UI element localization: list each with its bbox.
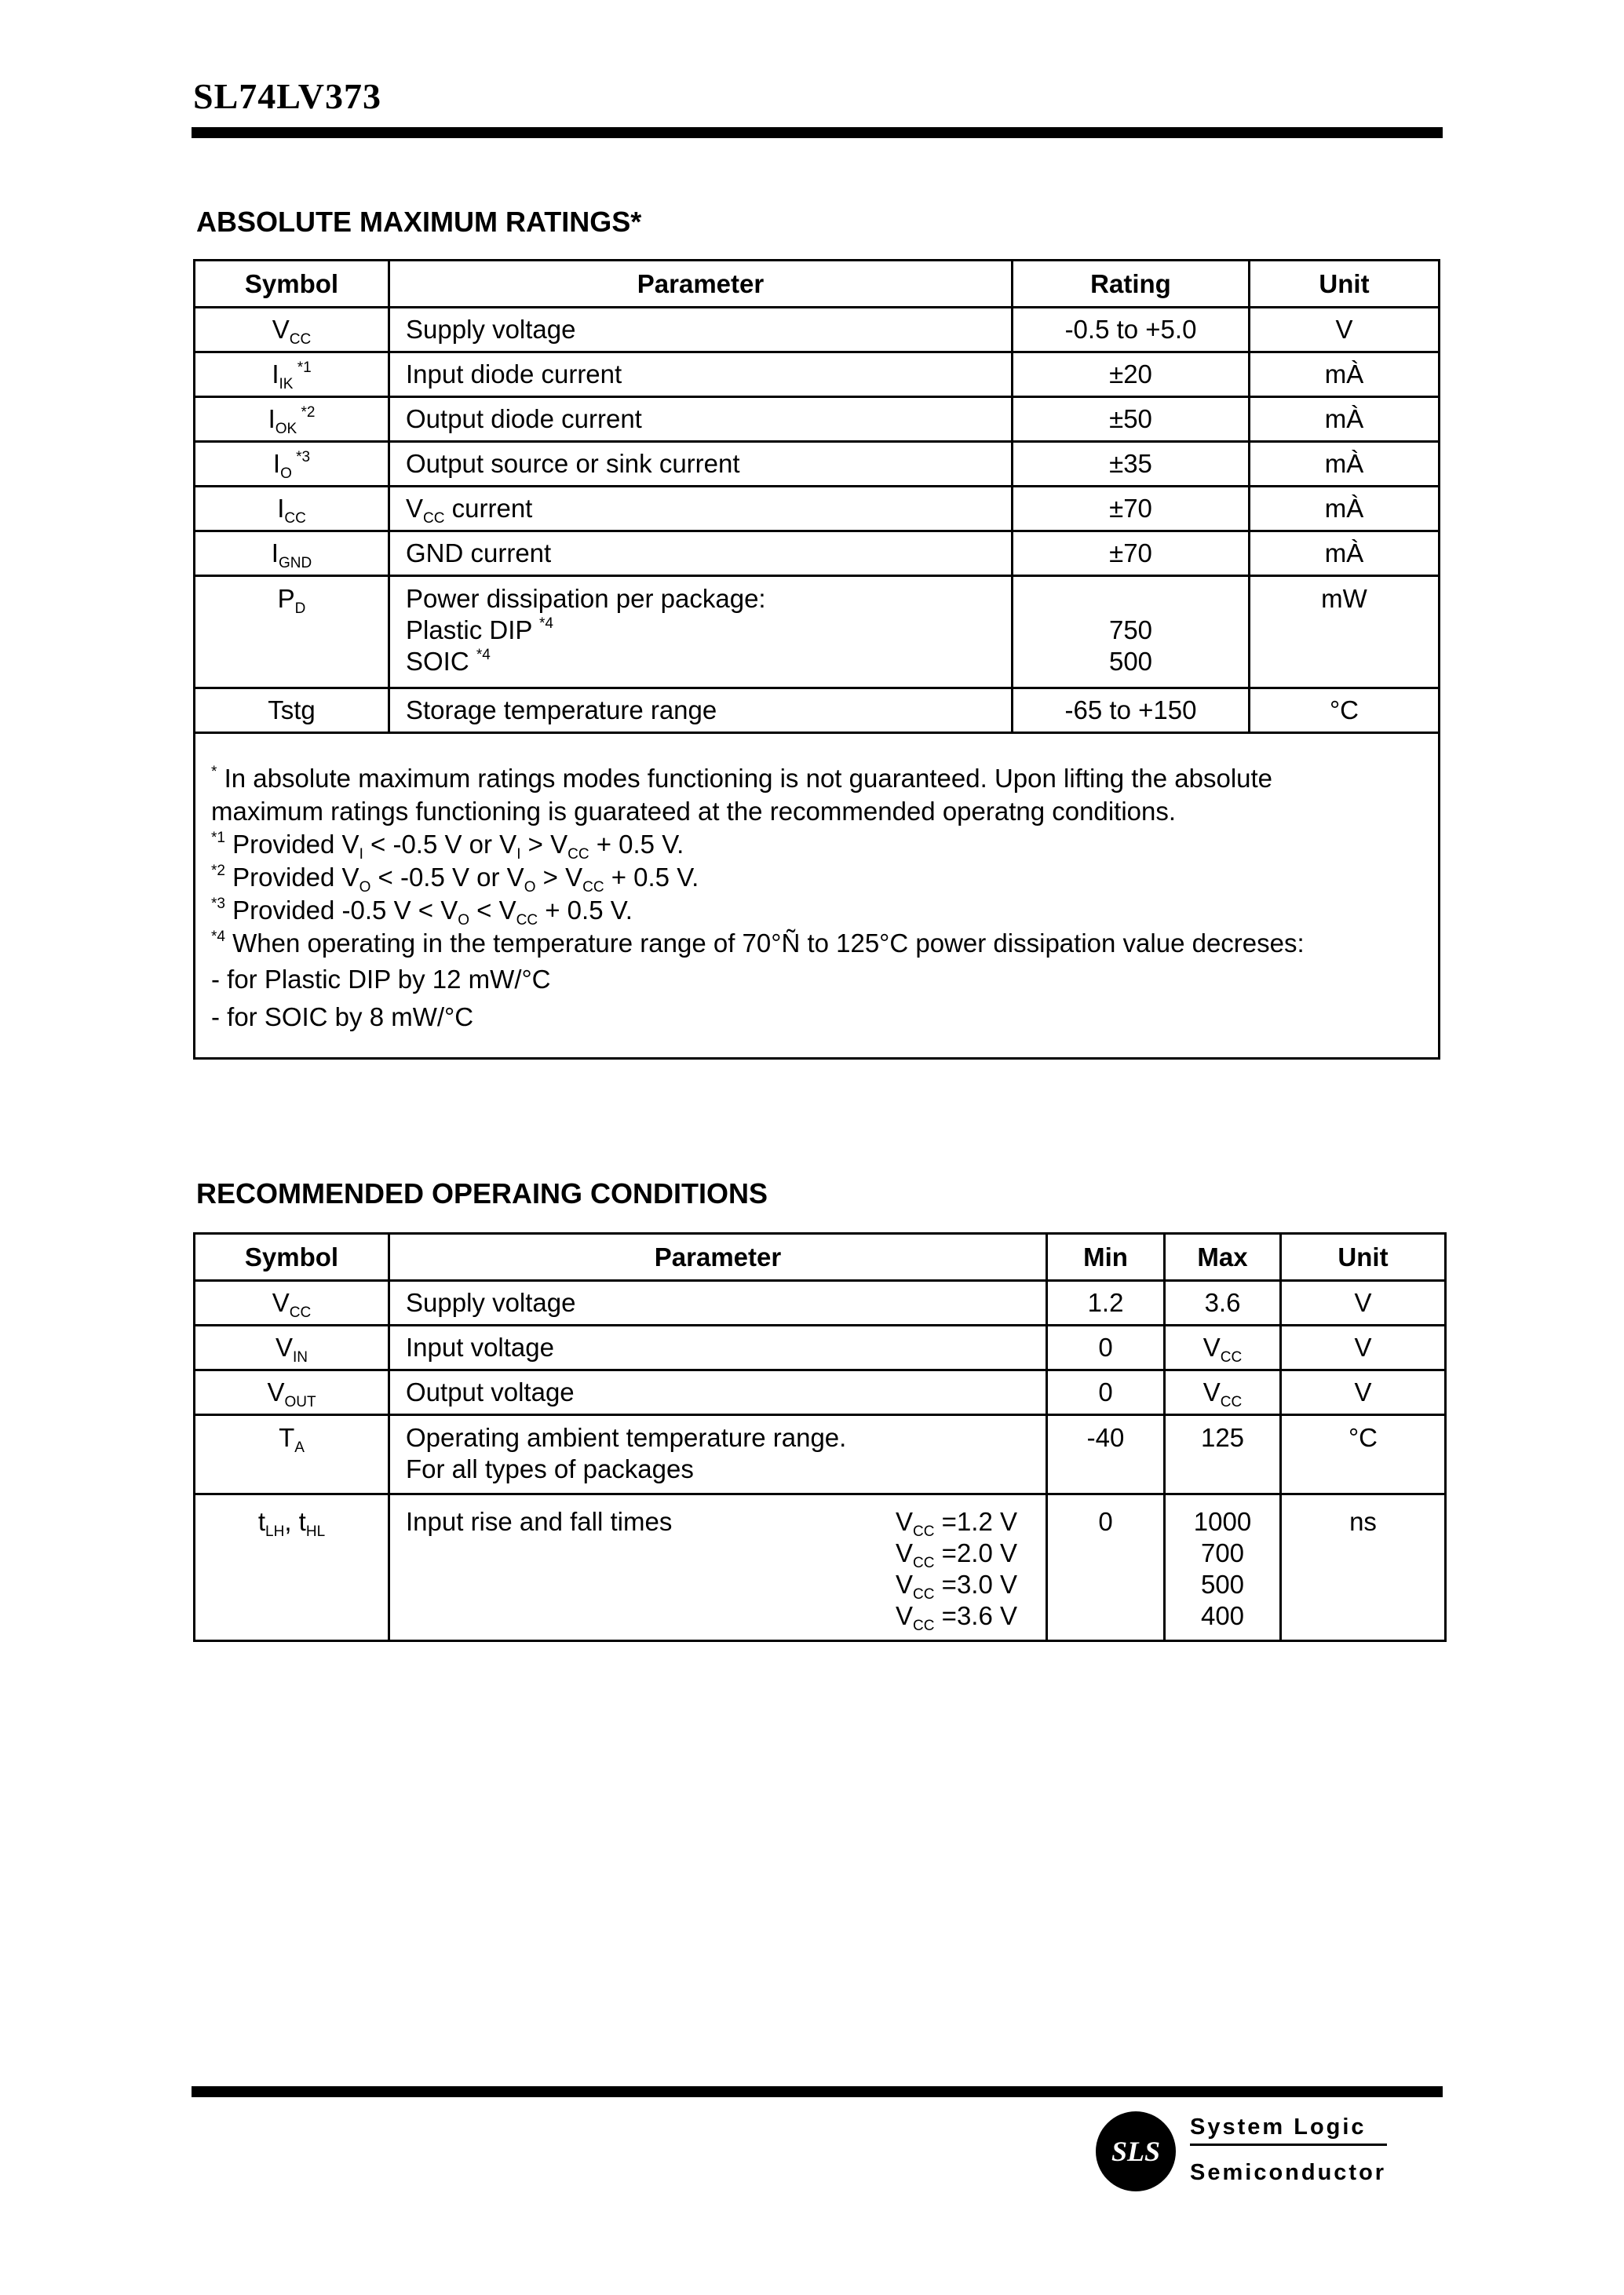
column-header: Min — [1047, 1234, 1165, 1281]
symbol-cell: $I_{IK}$ $^{*1}$ — [195, 352, 389, 397]
table-header-row — [195, 261, 1440, 308]
symbol-cell: $I_O$ $^{*3}$ — [195, 442, 389, 487]
column-header: Unit — [1281, 1234, 1446, 1281]
symbol-cell: $I_{CC}$ — [195, 487, 389, 531]
unit-cell: V — [1250, 308, 1440, 352]
rec-op-table — [193, 1232, 1447, 1642]
parameter-cell: Output source or sink current — [389, 442, 1013, 487]
rating-cell: ±35 — [1013, 442, 1250, 487]
unit-cell: V — [1281, 1326, 1446, 1370]
unit-cell: V — [1281, 1281, 1446, 1326]
min-cell: -40 — [1047, 1415, 1165, 1494]
symbol-cell: $t_{LH}$, $t_{HL}$ — [195, 1494, 389, 1641]
parameter-cell: Operating ambient temperature range. For all types of packages — [389, 1415, 1047, 1494]
unit-cell: mÀ — [1250, 487, 1440, 531]
parameter-cell: Output voltage — [389, 1370, 1047, 1415]
table-row — [195, 531, 1440, 576]
parameter-cell: Input rise and fall times $V_{CC} =1.2$ V $V_{CC} =2.0$ V $V_{CC} =3.0$ V $V_{CC} =3.6$ V — [389, 1494, 1047, 1641]
parameter-cell: Supply voltage — [389, 308, 1013, 352]
company-name-line2: Semiconductor — [1190, 2160, 1387, 2185]
rating-cell: ±70 — [1013, 487, 1250, 531]
symbol-cell: $I_{OK}$ $^{*2}$ — [195, 397, 389, 442]
page-title: SL74LV373 — [193, 76, 381, 116]
max-cell: 3.6 — [1165, 1281, 1281, 1326]
column-header: Symbol — [195, 261, 389, 308]
symbol-cell: Tstg — [195, 688, 389, 733]
symbol-cell: $V_{IN}$ — [195, 1326, 389, 1370]
max-cell: 125 — [1165, 1415, 1281, 1494]
symbol-cell: $T_A$ — [195, 1415, 389, 1494]
abs-max-title: ABSOLUTE MAXIMUM RATINGS* — [196, 206, 642, 238]
symbol-cell: $V_{OUT}$ — [195, 1370, 389, 1415]
table-row-power-dissipation — [195, 576, 1440, 688]
sls-logo: SLS — [1096, 2111, 1176, 2191]
unit-cell: mW — [1250, 576, 1440, 688]
unit-cell: mÀ — [1250, 442, 1440, 487]
column-header: Parameter — [389, 261, 1013, 308]
notes-cell: * In absolute maximum ratings modes functioning is not guaranteed. Upon lifting the absolute maximum ratings functioning is guarateed at the recommended operatng conditions. $^{*1}$ Provided $V_I < -0.5$ V or $V_I > V_{CC} + 0.5$ V. $^{*2}$ Provided $V_O < -0.5$ V or $V_O > V_{CC} + 0.5$ V. $^{*3}$ Provided -0.5 $V < V_O < V_{CC} + 0.5$ V. $^{*4}$ When operating in the temperature range of 70°Ñ to 125°C power dissipation value decreses: - for Plastic DIP by 12 mW/°C - for SOIC by 8 mW/°C — [195, 733, 1440, 1059]
unit-cell: mÀ — [1250, 352, 1440, 397]
min-cell: 0 — [1047, 1370, 1165, 1415]
parameter-cell: Storage temperature range — [389, 688, 1013, 733]
rating-cell: ±20 — [1013, 352, 1250, 397]
table-row — [195, 352, 1440, 397]
table-header-row — [195, 1234, 1446, 1281]
max-cell: $V_{CC}$ — [1165, 1370, 1281, 1415]
symbol-cell: $V_{CC}$ — [195, 308, 389, 352]
table-row — [195, 688, 1440, 733]
abs-max-table — [193, 259, 1440, 1060]
company-name-line1: System Logic — [1190, 2114, 1387, 2146]
rating-cell: 750 500 — [1013, 576, 1250, 688]
parameter-cell: $V_{CC}$ current — [389, 487, 1013, 531]
symbol-cell: $P_D$ — [195, 576, 389, 688]
unit-cell: ns — [1281, 1494, 1446, 1641]
rating-cell: ±50 — [1013, 397, 1250, 442]
footer-rule — [192, 2086, 1443, 2097]
min-cell: 0 — [1047, 1326, 1165, 1370]
notes-row — [195, 733, 1440, 1059]
rating-cell: -0.5 to +5.0 — [1013, 308, 1250, 352]
column-header: Symbol — [195, 1234, 389, 1281]
table-row — [195, 308, 1440, 352]
parameter-cell: Input diode current — [389, 352, 1013, 397]
unit-cell: mÀ — [1250, 397, 1440, 442]
parameter-cell: Power dissipation per package: Plastic DIP $^{*4}$ SOIC $^{*4}$ — [389, 576, 1013, 688]
parameter-cell: Output diode current — [389, 397, 1013, 442]
table-row — [195, 397, 1440, 442]
column-header: Parameter — [389, 1234, 1047, 1281]
table-row — [195, 442, 1440, 487]
header-rule — [192, 127, 1443, 138]
parameter-cell: Input voltage — [389, 1326, 1047, 1370]
unit-cell: mÀ — [1250, 531, 1440, 576]
table-row-ambient-temp — [195, 1415, 1446, 1494]
parameter-cell: GND current — [389, 531, 1013, 576]
unit-cell: °C — [1281, 1415, 1446, 1494]
symbol-cell: $V_{CC}$ — [195, 1281, 389, 1326]
table-row — [195, 1370, 1446, 1415]
unit-cell: V — [1281, 1370, 1446, 1415]
column-header: Rating — [1013, 261, 1250, 308]
rating-cell: ±70 — [1013, 531, 1250, 576]
rec-op-title: RECOMMENDED OPERAING CONDITIONS — [196, 1177, 768, 1210]
table-row — [195, 487, 1440, 531]
rating-cell: -65 to +150 — [1013, 688, 1250, 733]
max-cell: 1000 700 500 400 — [1165, 1494, 1281, 1641]
max-cell: $V_{CC}$ — [1165, 1326, 1281, 1370]
column-header: Max — [1165, 1234, 1281, 1281]
min-cell: 1.2 — [1047, 1281, 1165, 1326]
table-row — [195, 1326, 1446, 1370]
table-row — [195, 1281, 1446, 1326]
min-cell: 0 — [1047, 1494, 1165, 1641]
unit-cell: °C — [1250, 688, 1440, 733]
column-header: Unit — [1250, 261, 1440, 308]
parameter-cell: Supply voltage — [389, 1281, 1047, 1326]
symbol-cell: $I_{GND}$ — [195, 531, 389, 576]
table-row-rise-fall — [195, 1494, 1446, 1641]
